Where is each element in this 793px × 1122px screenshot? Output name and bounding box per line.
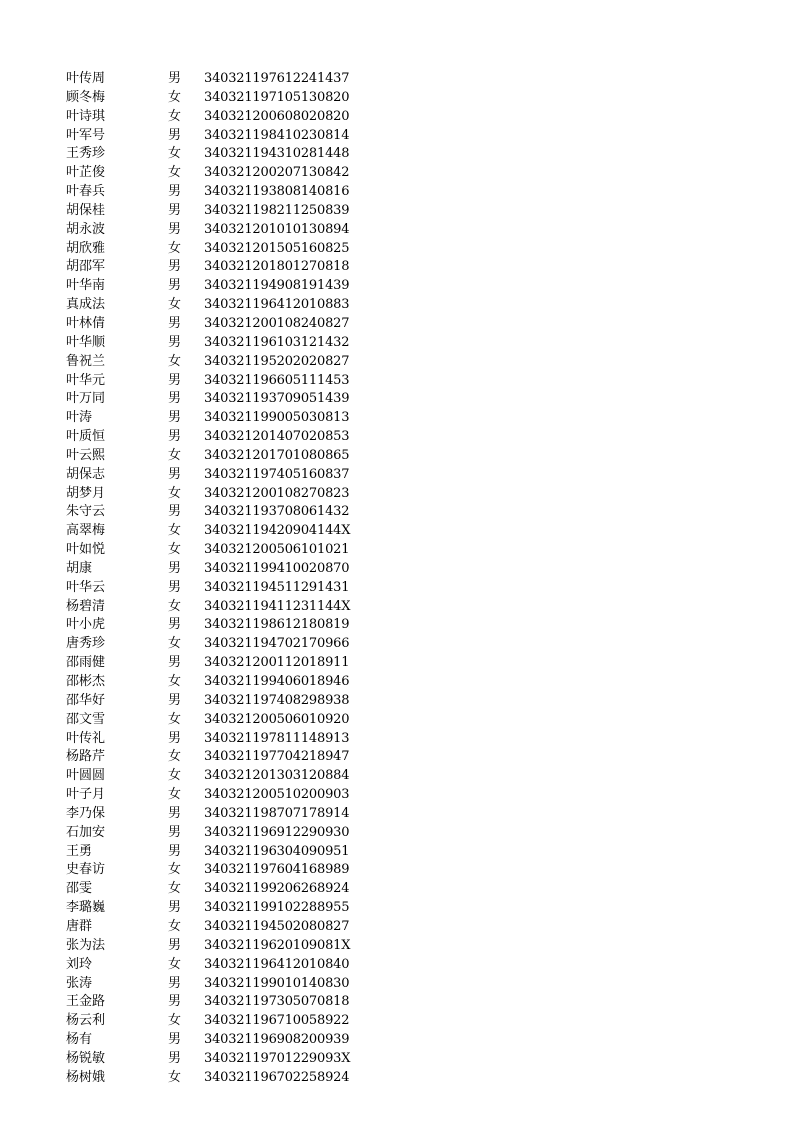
table-row — [0, 616, 793, 635]
person-name: 史春访 — [66, 862, 106, 878]
person-gender: 女 — [168, 108, 182, 124]
person-id-number: 340321200608020820 — [204, 108, 350, 124]
person-gender: 男 — [168, 975, 182, 991]
person-name: 李璐巍 — [66, 900, 106, 916]
person-id-number: 340321199206268924 — [204, 881, 350, 897]
table-row — [0, 89, 793, 108]
person-gender: 男 — [168, 278, 182, 294]
person-name: 叶圆圆 — [66, 768, 106, 784]
person-id-number: 340321196605111453 — [204, 372, 350, 388]
person-id-number: 34032119411231144X — [204, 598, 351, 614]
table-row — [0, 635, 793, 654]
table-row — [0, 390, 793, 409]
person-id-number: 340321198410230814 — [204, 127, 350, 143]
table-row — [0, 145, 793, 164]
person-name: 叶芷俊 — [66, 165, 106, 181]
table-row — [0, 993, 793, 1012]
person-gender: 男 — [168, 560, 182, 576]
person-name: 邵雯 — [66, 881, 93, 897]
person-id-number: 340321199406018946 — [204, 674, 350, 689]
person-id-number: 340321198707178914 — [204, 805, 350, 821]
person-name: 胡永波 — [66, 221, 106, 237]
table-row — [0, 221, 793, 240]
person-id-number: 340321200207130842 — [204, 165, 350, 181]
table-row — [0, 1069, 793, 1088]
person-gender: 女 — [168, 146, 182, 162]
table-row — [0, 334, 793, 353]
person-gender: 男 — [168, 504, 182, 520]
person-id-number: 340321200506010920 — [204, 711, 350, 727]
table-row — [0, 956, 793, 975]
person-id-number: 340321201407020853 — [204, 429, 350, 445]
person-id-number: 340321194702170966 — [204, 636, 350, 652]
person-id-number: 340321193709051439 — [204, 391, 350, 407]
person-gender: 男 — [168, 221, 182, 237]
person-id-number: 340321200506101021 — [204, 542, 350, 558]
person-id-number: 340321195202020827 — [204, 353, 350, 369]
person-name: 唐群 — [66, 918, 93, 934]
person-id-number: 340321197604168989 — [204, 862, 350, 878]
person-id-number: 340321201303120884 — [204, 768, 350, 784]
person-id-number: 340321200112018911 — [204, 655, 350, 671]
person-gender: 女 — [168, 542, 182, 558]
person-id-number: 340321193808140816 — [204, 184, 350, 200]
person-gender: 男 — [168, 843, 182, 859]
table-row — [0, 428, 793, 447]
person-id-number: 340321194908191439 — [204, 278, 350, 294]
table-row — [0, 164, 793, 183]
person-gender: 男 — [168, 410, 182, 426]
person-gender: 男 — [168, 579, 182, 595]
table-row — [0, 466, 793, 485]
roster-table — [0, 70, 793, 1088]
person-id-number: 34032119701229093X — [204, 1050, 351, 1066]
table-row — [0, 503, 793, 522]
person-gender: 女 — [168, 353, 182, 369]
person-id-number: 340321196304090951 — [204, 843, 350, 859]
person-gender: 女 — [168, 447, 182, 463]
person-id-number: 340321196908200939 — [204, 1032, 350, 1048]
person-id-number: 340321201010130894 — [204, 221, 350, 237]
person-name: 高翠梅 — [66, 523, 106, 539]
person-gender: 男 — [168, 334, 182, 350]
person-name: 朱守云 — [66, 504, 106, 520]
table-row — [0, 880, 793, 899]
table-row — [0, 767, 793, 786]
table-row — [0, 937, 793, 956]
person-name: 杨碧清 — [66, 598, 106, 614]
person-name: 石加安 — [66, 824, 106, 840]
person-name: 张为法 — [66, 937, 106, 953]
person-name: 杨树娥 — [66, 1069, 106, 1085]
person-name: 叶子月 — [66, 787, 106, 803]
person-gender: 男 — [168, 372, 182, 388]
person-id-number: 340321197408298938 — [204, 692, 350, 708]
person-gender: 男 — [168, 1032, 182, 1048]
person-name: 杨锐敏 — [66, 1050, 106, 1066]
person-name: 叶华顺 — [66, 334, 106, 350]
table-row — [0, 654, 793, 673]
table-row — [0, 918, 793, 937]
table-row — [0, 258, 793, 277]
person-id-number: 340321196702258924 — [204, 1069, 350, 1085]
person-id-number: 340321197305070818 — [204, 994, 350, 1010]
person-id-number: 340321198612180819 — [204, 617, 350, 633]
person-gender: 女 — [168, 523, 182, 539]
person-name: 叶如悦 — [66, 542, 106, 558]
person-gender: 女 — [168, 862, 182, 878]
table-row — [0, 975, 793, 994]
person-id-number: 340321194502080827 — [204, 918, 350, 934]
person-gender: 男 — [168, 824, 182, 840]
person-gender: 男 — [168, 315, 182, 331]
person-id-number: 340321201801270818 — [204, 259, 350, 275]
person-gender: 女 — [168, 636, 182, 652]
person-name: 顾冬梅 — [66, 89, 106, 105]
person-id-number: 340321200108240827 — [204, 315, 350, 331]
person-gender: 男 — [168, 805, 182, 821]
person-name: 胡保志 — [66, 466, 106, 482]
person-id-number: 340321199010140830 — [204, 975, 350, 991]
person-gender: 男 — [168, 184, 182, 200]
person-id-number: 340321197612241437 — [204, 71, 350, 86]
table-row — [0, 579, 793, 598]
person-id-number: 340321201701080865 — [204, 447, 350, 463]
person-gender: 女 — [168, 598, 182, 614]
person-name: 刘玲 — [66, 956, 93, 972]
person-name: 叶林倩 — [66, 315, 106, 331]
person-name: 叶小虎 — [66, 617, 106, 633]
person-name: 叶华元 — [66, 372, 106, 388]
person-gender: 男 — [168, 429, 182, 445]
person-name: 杨云利 — [66, 1013, 106, 1029]
table-row — [0, 711, 793, 730]
table-row — [0, 522, 793, 541]
table-row — [0, 1031, 793, 1050]
person-id-number: 340321194511291431 — [204, 579, 350, 595]
person-gender: 男 — [168, 937, 182, 953]
person-gender: 男 — [168, 71, 182, 86]
person-name: 王金路 — [66, 994, 106, 1010]
person-name: 叶华南 — [66, 278, 106, 294]
person-name: 叶涛 — [66, 410, 93, 426]
person-id-number: 340321197405160837 — [204, 466, 350, 482]
table-row — [0, 805, 793, 824]
person-gender: 女 — [168, 956, 182, 972]
table-row — [0, 409, 793, 428]
person-gender: 女 — [168, 711, 182, 727]
person-gender: 女 — [168, 1069, 182, 1085]
table-row — [0, 202, 793, 221]
table-row — [0, 861, 793, 880]
person-name: 王勇 — [66, 843, 93, 859]
person-gender: 女 — [168, 297, 182, 313]
person-name: 李乃保 — [66, 805, 106, 821]
table-row — [0, 598, 793, 617]
table-row — [0, 824, 793, 843]
person-name: 鲁祝兰 — [66, 353, 106, 369]
person-name: 张涛 — [66, 975, 93, 991]
table-row — [0, 240, 793, 259]
person-id-number: 340321200510200903 — [204, 787, 350, 803]
table-row — [0, 692, 793, 711]
table-row — [0, 541, 793, 560]
person-name: 叶质恒 — [66, 429, 106, 445]
person-gender: 女 — [168, 240, 182, 256]
person-name: 胡康 — [66, 560, 93, 576]
table-row — [0, 183, 793, 202]
person-id-number: 340321196710058922 — [204, 1013, 350, 1029]
person-name: 邵文雪 — [66, 711, 106, 727]
person-name: 邵华好 — [66, 692, 106, 708]
table-row — [0, 108, 793, 127]
person-id-number: 340321196412010883 — [204, 297, 350, 313]
person-name: 叶军号 — [66, 127, 106, 143]
person-id-number: 340321194310281448 — [204, 146, 350, 162]
person-name: 叶传礼 — [66, 730, 106, 746]
table-row — [0, 315, 793, 334]
table-row — [0, 353, 793, 372]
person-id-number: 34032119420904144X — [204, 523, 351, 539]
table-row — [0, 1012, 793, 1031]
table-row — [0, 447, 793, 466]
person-gender: 男 — [168, 655, 182, 671]
person-gender: 女 — [168, 787, 182, 803]
person-name: 胡欣雅 — [66, 240, 106, 256]
person-id-number: 340321196103121432 — [204, 334, 350, 350]
table-row — [0, 560, 793, 579]
person-id-number: 340321199102288955 — [204, 900, 350, 916]
person-gender: 女 — [168, 1013, 182, 1029]
table-row — [0, 730, 793, 749]
person-name: 真成法 — [66, 297, 106, 313]
table-row — [0, 673, 793, 692]
table-row — [0, 843, 793, 862]
person-name: 胡梦月 — [66, 485, 106, 501]
person-gender: 女 — [168, 918, 182, 934]
person-gender: 女 — [168, 768, 182, 784]
person-name: 叶万同 — [66, 391, 106, 407]
person-gender: 女 — [168, 749, 182, 765]
person-gender: 男 — [168, 466, 182, 482]
person-gender: 男 — [168, 900, 182, 916]
table-row — [0, 70, 793, 89]
person-id-number: 34032119620109081X — [204, 937, 351, 953]
person-id-number: 340321197811148913 — [204, 730, 350, 746]
person-name: 叶传周 — [66, 71, 106, 86]
person-gender: 女 — [168, 674, 182, 689]
person-name: 杨路芹 — [66, 749, 106, 765]
person-name: 唐秀珍 — [66, 636, 106, 652]
person-gender: 男 — [168, 259, 182, 275]
person-gender: 女 — [168, 89, 182, 105]
person-gender: 男 — [168, 994, 182, 1010]
table-row — [0, 127, 793, 146]
table-row — [0, 372, 793, 391]
person-id-number: 340321197105130820 — [204, 89, 350, 105]
person-name: 王秀珍 — [66, 146, 106, 162]
person-gender: 男 — [168, 617, 182, 633]
person-id-number: 340321201505160825 — [204, 240, 350, 256]
person-name: 叶诗琪 — [66, 108, 106, 124]
person-gender: 男 — [168, 127, 182, 143]
person-gender: 男 — [168, 730, 182, 746]
person-gender: 女 — [168, 165, 182, 181]
person-gender: 女 — [168, 881, 182, 897]
person-name: 胡邵军 — [66, 259, 106, 275]
person-gender: 男 — [168, 202, 182, 218]
person-gender: 男 — [168, 391, 182, 407]
person-id-number: 340321199410020870 — [204, 560, 350, 576]
table-row — [0, 277, 793, 296]
table-row — [0, 296, 793, 315]
person-name: 叶云熙 — [66, 447, 106, 463]
person-id-number: 340321196412010840 — [204, 956, 350, 972]
person-name: 邵雨健 — [66, 655, 106, 671]
table-row — [0, 899, 793, 918]
person-name: 胡保桂 — [66, 202, 106, 218]
person-id-number: 340321200108270823 — [204, 485, 350, 501]
table-row — [0, 786, 793, 805]
table-row — [0, 1050, 793, 1069]
person-gender: 男 — [168, 1050, 182, 1066]
person-id-number: 340321196912290930 — [204, 824, 350, 840]
person-id-number: 340321198211250839 — [204, 202, 350, 218]
person-name: 叶春兵 — [66, 184, 106, 200]
person-gender: 男 — [168, 692, 182, 708]
table-row — [0, 485, 793, 504]
person-name: 邵彬杰 — [66, 674, 106, 689]
person-id-number: 340321197704218947 — [204, 749, 350, 765]
person-id-number: 340321193708061432 — [204, 504, 350, 520]
table-row — [0, 748, 793, 767]
person-name: 杨有 — [66, 1032, 93, 1048]
person-id-number: 340321199005030813 — [204, 410, 350, 426]
person-gender: 女 — [168, 485, 182, 501]
person-name: 叶华云 — [66, 579, 106, 595]
